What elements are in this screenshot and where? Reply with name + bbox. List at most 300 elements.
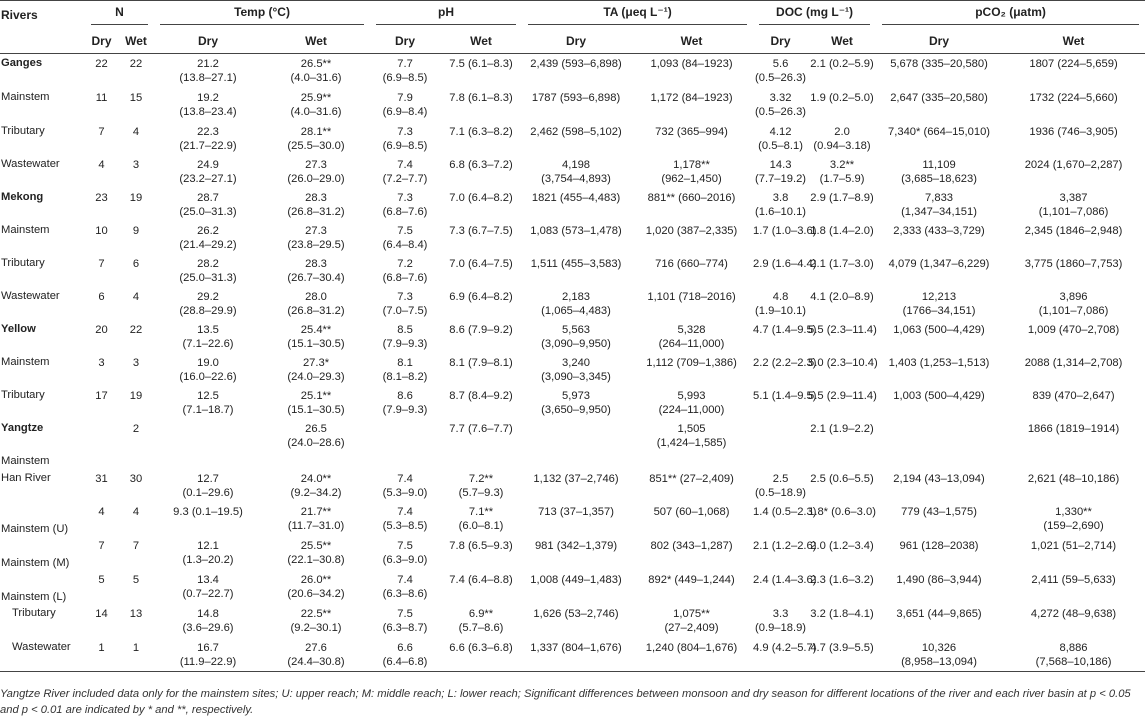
table-cell — [154, 452, 262, 469]
table-cell — [440, 155, 522, 188]
cell-line: 2.4 (1.4–3.6) — [753, 573, 817, 586]
cell-line: 5.0 (2.3–10.4) — [808, 356, 878, 369]
cell-line: (11.9–22.9) — [179, 655, 237, 668]
cell-line: 2.1 (1.9–2.2) — [810, 422, 874, 435]
table-cell — [522, 469, 630, 502]
row-label: Han River — [1, 471, 51, 484]
table-cell — [522, 54, 630, 88]
row-label: Yellow — [1, 322, 36, 335]
cell-line: 22.3 — [197, 125, 219, 138]
table-cell — [440, 353, 522, 386]
table-cell — [154, 386, 262, 419]
table-cell — [876, 570, 1002, 604]
table-cell — [262, 386, 370, 419]
table-cell — [440, 221, 522, 254]
cell-line: 2,411 (59–5,633) — [1031, 573, 1116, 586]
table-row — [0, 502, 1145, 536]
table-cell — [808, 469, 876, 502]
cell-line: 7.4 — [397, 573, 413, 586]
table-cell — [753, 122, 808, 155]
cell-line: 29.2 — [197, 290, 219, 303]
cell-line: 1 — [132, 641, 140, 654]
cell-line: 1,020 (387–2,335) — [645, 224, 738, 237]
table-cell — [630, 88, 753, 122]
cell-line: 892* (449–1,244) — [648, 573, 735, 586]
cell-line: 1,008 (449–1,483) — [530, 573, 622, 586]
table-cell — [630, 188, 753, 221]
table-cell — [440, 122, 522, 155]
cell-line: (159–2,690) — [1043, 519, 1104, 532]
cell-line: (6.4–8.4) — [382, 238, 428, 251]
table-cell — [808, 88, 876, 122]
cell-line: (7.9–9.3) — [382, 337, 428, 350]
table-cell — [876, 54, 1002, 88]
table-cell — [630, 353, 753, 386]
cell-line: (8,958–13,094) — [901, 655, 977, 668]
table-cell — [440, 604, 522, 638]
cell-line: 5,328 — [677, 323, 706, 336]
cell-line: (6.9–8.4) — [382, 105, 428, 118]
cell-line: 4.7 (3.9–5.5) — [810, 641, 874, 654]
table-cell — [262, 452, 370, 469]
table-cell — [262, 419, 370, 452]
cell-line: 12.5 — [197, 389, 219, 402]
cell-line: 28.0 — [305, 290, 327, 303]
cell-line: (6.8–7.6) — [382, 205, 428, 218]
cell-line: (6.9–8.5) — [382, 72, 428, 84]
table-cell — [85, 469, 118, 502]
cell-line: 4.9 (4.2–5.7) — [753, 641, 817, 654]
cell-line: (20.6–34.2) — [287, 587, 345, 600]
table-cell — [808, 320, 876, 353]
table-cell — [262, 320, 370, 353]
cell-line: 3,387 — [1059, 191, 1088, 204]
row-label: Yangtze — [1, 421, 44, 434]
cell-line: 19 — [129, 191, 143, 204]
table-cell — [370, 188, 440, 221]
row-label: Tributary — [1, 124, 45, 137]
cell-line: 3,775 (1860–7,753) — [1024, 257, 1123, 270]
table-cell — [808, 188, 876, 221]
cell-line: 4.7 (1.4–9.5) — [753, 323, 817, 336]
cell-line: (7.0–7.5) — [382, 304, 428, 317]
cell-line: 7.4 — [397, 505, 413, 518]
cell-line: 7.1 (6.3–8.2) — [449, 125, 513, 138]
subheader-cell: Dry — [876, 28, 1002, 54]
table-cell — [630, 469, 753, 502]
table-cell — [522, 320, 630, 353]
cell-line: 28.3 — [305, 191, 327, 204]
table-cell — [85, 188, 118, 221]
table-cell — [1002, 469, 1145, 502]
table-cell — [370, 320, 440, 353]
table-cell — [85, 287, 118, 320]
cell-line: 1,626 (53–2,746) — [533, 607, 619, 620]
cell-line: 22 — [129, 323, 143, 336]
table-cell — [370, 536, 440, 570]
table-cell — [753, 353, 817, 386]
table-cell — [876, 122, 1002, 155]
cell-line: (22.1–30.8) — [287, 553, 345, 566]
cell-line: 31 — [95, 472, 108, 485]
cell-line: 27.3* — [302, 356, 330, 369]
cell-line: 7.3 (6.7–7.5) — [449, 224, 513, 237]
cell-line: 14.3 — [769, 158, 792, 171]
table-cell — [522, 88, 630, 122]
table-cell — [522, 155, 630, 188]
table-cell — [753, 221, 817, 254]
table-cell — [154, 502, 262, 536]
subheader-cell: Dry — [753, 28, 808, 54]
cell-line: 4 — [98, 158, 105, 171]
table-cell — [876, 254, 1002, 287]
cell-line: 3.32 — [769, 91, 792, 104]
row-label: Mainstem — [1, 90, 50, 103]
table-cell — [118, 88, 154, 122]
table-cell — [262, 469, 370, 502]
table-cell — [808, 122, 876, 155]
cell-line: (6.3–8.6) — [382, 587, 428, 600]
cell-line: 22 — [129, 58, 143, 70]
table-cell — [808, 536, 876, 570]
table-cell — [118, 320, 154, 353]
table-cell — [522, 188, 630, 221]
table-cell — [85, 604, 118, 638]
table-cell — [522, 122, 630, 155]
table-cell — [85, 386, 118, 419]
table-cell — [1002, 287, 1145, 320]
cell-line: 25.4** — [300, 323, 332, 336]
table-row — [0, 536, 1145, 570]
cell-line: 7.1** — [468, 505, 494, 518]
cell-line: 21.7** — [300, 505, 332, 518]
cell-line: (1,101–7,086) — [1038, 304, 1109, 317]
cell-line: 8.6 (7.9–9.2) — [449, 323, 513, 336]
cell-line: 2,647 (335–20,580) — [890, 91, 988, 104]
cell-line: 28.3 — [305, 257, 327, 270]
cell-line: 24.9 — [197, 158, 219, 171]
table-cell — [753, 604, 808, 638]
cell-line: 7,833 — [925, 191, 954, 204]
cell-line: 16.7 — [197, 641, 219, 654]
cell-line: 1,132 (37–2,746) — [533, 472, 619, 485]
cell-line: 839 (470–2,647) — [1032, 389, 1115, 402]
cell-line: (3,090–9,950) — [541, 337, 611, 350]
table-cell — [440, 54, 522, 88]
cell-line: 8.1 (7.9–8.1) — [449, 356, 513, 369]
cell-line: (7.9–9.3) — [382, 403, 428, 416]
table-cell — [440, 469, 522, 502]
cell-line: 7.3 — [397, 125, 413, 138]
cell-line: 5.5 (2.3–11.4) — [808, 323, 877, 336]
table-row — [0, 122, 1145, 155]
cell-line: 2,183 — [562, 290, 591, 303]
cell-line: 11 — [95, 91, 108, 104]
table-cell — [262, 604, 370, 638]
subheader-cell: Wet — [262, 28, 370, 54]
table-cell — [370, 155, 440, 188]
cell-line: (1.6–10.1) — [755, 205, 807, 218]
cell-line: 8.7 (8.4–9.2) — [449, 389, 513, 402]
table-cell — [154, 638, 262, 672]
cell-line: 3 — [132, 158, 140, 171]
cell-line: (1.3–20.2) — [182, 553, 234, 566]
table-cell — [808, 419, 876, 452]
table-cell — [522, 502, 630, 536]
table-cell — [1002, 155, 1145, 188]
cell-line: (26.8–31.2) — [287, 205, 345, 218]
table-cell — [808, 54, 876, 88]
table-row — [0, 638, 1145, 672]
cell-line: 26.5** — [300, 58, 332, 70]
table-cell — [154, 320, 262, 353]
table-cell — [85, 54, 118, 88]
table-cell — [630, 502, 753, 536]
cell-line: 4.12 — [769, 125, 792, 138]
cell-line: 20 — [95, 323, 108, 336]
table-cell — [118, 469, 154, 502]
cell-line: 3.2** — [829, 158, 855, 171]
cell-line: 8,886 — [1059, 641, 1088, 654]
table-cell — [1002, 54, 1145, 88]
cell-line: (4.0–31.6) — [290, 105, 342, 118]
table-cell — [630, 320, 753, 353]
table-row — [0, 386, 1145, 419]
cell-line: 5 — [98, 573, 105, 586]
cell-line: 2024 (1,670–2,287) — [1024, 158, 1123, 171]
table-cell — [630, 419, 753, 452]
cell-line: 28.2 — [197, 257, 219, 270]
cell-line: 4 — [98, 505, 105, 518]
cell-line: 3 — [132, 356, 140, 369]
header-blank — [0, 28, 85, 54]
table-cell — [808, 452, 876, 469]
cell-line: 9 — [132, 224, 140, 237]
table-cell — [262, 287, 370, 320]
table-cell — [154, 54, 262, 88]
cell-line: (0.5–18.9) — [755, 486, 807, 499]
cell-line: 4,079 (1,347–6,229) — [888, 257, 990, 270]
table-cell — [262, 88, 370, 122]
table-cell — [440, 502, 522, 536]
header-n: N — [85, 1, 154, 29]
cell-line: (3,754–4,893) — [541, 172, 611, 185]
cell-line: 2.1 (1.7–3.0) — [810, 257, 874, 270]
table-cell — [85, 638, 118, 672]
row-label: Wastewater — [1, 157, 60, 170]
table-cell — [85, 419, 118, 452]
subheader-cell: Wet — [118, 28, 154, 54]
cell-line: (24.0–29.3) — [287, 370, 345, 383]
table-cell — [85, 320, 118, 353]
table-cell — [262, 221, 370, 254]
table-cell — [522, 254, 630, 287]
cell-line: 7.5 (6.1–8.3) — [449, 58, 513, 70]
row-label: Tributary — [1, 388, 45, 401]
cell-line: 1,075** — [673, 607, 710, 620]
table-cell — [85, 122, 118, 155]
table-cell — [154, 221, 262, 254]
table-row — [0, 221, 1145, 254]
cell-line: (21.4–29.2) — [179, 238, 237, 251]
cell-line: 2,462 (598–5,102) — [530, 125, 622, 138]
table-cell — [1002, 320, 1145, 353]
cell-line: 7.5 — [397, 539, 413, 552]
cell-line: 1787 (593–6,898) — [531, 91, 621, 104]
table-cell — [154, 254, 262, 287]
cell-line: 1866 (1819–1914) — [1027, 422, 1120, 435]
subheader-cell: Dry — [85, 28, 118, 54]
cell-line: 27.6 — [305, 641, 327, 654]
table-cell — [1002, 254, 1145, 287]
cell-line: 27.3 — [305, 224, 327, 237]
table-cell — [370, 570, 440, 604]
table-cell — [753, 320, 817, 353]
cell-line: (11.7–31.0) — [287, 519, 345, 532]
table-cell — [876, 469, 1002, 502]
table-cell — [808, 638, 876, 672]
table-row — [0, 469, 1145, 502]
cell-line: 7.2** — [468, 472, 494, 485]
cell-line: 1.8 (1.4–2.0) — [810, 224, 874, 237]
cell-line: 1821 (455–4,483) — [531, 191, 621, 204]
table-row — [0, 353, 1145, 386]
table-cell — [440, 320, 522, 353]
table-cell — [370, 88, 440, 122]
cell-line: 1.4 (0.5–2.3) — [753, 505, 817, 518]
cell-line: 7.8 (6.1–8.3) — [449, 91, 513, 104]
cell-line: (25.0–31.3) — [179, 271, 237, 284]
table-cell — [85, 452, 118, 469]
cell-line: 10 — [95, 224, 108, 237]
cell-line: 11,109 — [922, 158, 956, 171]
cell-line: 5,973 — [562, 389, 591, 402]
cell-line: 2.5 (0.6–5.5) — [810, 472, 874, 485]
table-row — [0, 604, 1145, 638]
cell-line: 5,563 — [562, 323, 591, 336]
table-cell — [440, 88, 522, 122]
row-label: Ganges — [1, 57, 43, 69]
cell-line: 507 (60–1,068) — [653, 505, 730, 518]
table-cell — [808, 287, 876, 320]
cell-line: 28.7 — [197, 191, 219, 204]
table-cell — [808, 604, 876, 638]
cell-line: 2.0 (1.2–3.4) — [810, 539, 874, 552]
cell-line: 2,333 (433–3,729) — [893, 224, 985, 237]
table-cell — [753, 536, 817, 570]
table-cell — [1002, 221, 1145, 254]
cell-line: (8.1–8.2) — [382, 370, 428, 383]
subheader-cell: Wet — [440, 28, 522, 54]
table-cell — [118, 155, 154, 188]
cell-line: 1,240 (804–1,676) — [645, 641, 738, 654]
table-cell — [522, 353, 630, 386]
cell-line: 3,240 — [562, 356, 591, 369]
cell-line: 14 — [95, 607, 108, 620]
table-cell — [370, 287, 440, 320]
cell-line: 7.5 — [397, 607, 413, 620]
cell-line: (9.2–34.2) — [290, 486, 342, 499]
table-cell — [876, 353, 1002, 386]
cell-line: (26.0–29.0) — [287, 172, 345, 185]
table-cell — [808, 502, 876, 536]
cell-line: (3,650–9,950) — [541, 403, 611, 416]
cell-line: 713 (37–1,357) — [538, 505, 614, 518]
table-cell — [876, 287, 1002, 320]
header-row-groups — [0, 1, 1145, 29]
cell-line: (7.2–7.7) — [382, 172, 428, 185]
table-cell — [370, 469, 440, 502]
cell-line: (5.7–9.3) — [458, 486, 504, 499]
cell-line: (1,347–34,151) — [901, 205, 977, 218]
table-cell — [85, 570, 118, 604]
cell-line: 7.4 — [397, 472, 413, 485]
row-label: Mainstem (U) — [1, 522, 69, 535]
cell-line: (7.1–18.7) — [182, 403, 234, 416]
table-cell — [1002, 419, 1145, 452]
cell-line: (0.5–8.1) — [758, 139, 803, 152]
cell-line: 26.2 — [197, 224, 219, 237]
cell-line: 716 (660–774) — [655, 257, 728, 270]
cell-line: 5,993 — [677, 389, 706, 402]
table-cell — [630, 604, 753, 638]
cell-line: 1732 (224–5,660) — [1029, 91, 1118, 104]
cell-line: 25.1** — [300, 389, 332, 402]
table-row — [0, 570, 1145, 604]
cell-line: 7.3 — [397, 191, 413, 204]
cell-line: 4.8 — [772, 290, 789, 303]
cell-line: 1,112 (709–1,386) — [646, 356, 737, 369]
table-cell — [154, 88, 262, 122]
table-cell — [1002, 536, 1145, 570]
table-cell — [154, 469, 262, 502]
subheader-cell: Wet — [1002, 28, 1145, 54]
cell-line: 2.5 — [772, 472, 789, 485]
table-cell — [370, 221, 440, 254]
table-cell — [85, 254, 118, 287]
table-cell — [753, 287, 808, 320]
cell-line: 3,896 — [1059, 290, 1088, 303]
cell-line: (0.5–26.3) — [755, 72, 807, 84]
table-cell — [753, 469, 808, 502]
table-cell — [154, 353, 262, 386]
table-cell — [154, 155, 262, 188]
subheader-cell: Dry — [154, 28, 262, 54]
cell-line: 22.5** — [300, 607, 332, 620]
table-cell — [522, 570, 630, 604]
table-cell — [522, 536, 630, 570]
table-cell — [876, 419, 1002, 452]
cell-line: 1,003 (500–4,429) — [893, 389, 985, 402]
cell-line: 1,063 (500–4,429) — [893, 323, 985, 336]
header-doc: DOC (mg L⁻¹) — [753, 1, 876, 29]
table-cell — [118, 570, 154, 604]
cell-line: 732 (365–994) — [655, 125, 728, 138]
table-row — [0, 54, 1145, 88]
cell-line: 1.8* (0.6–3.0) — [808, 505, 876, 518]
cell-line: (9.2–30.1) — [290, 621, 342, 634]
cell-line: (3,685–18,623) — [901, 172, 977, 185]
cell-line: 2,621 (48–10,186) — [1027, 472, 1120, 485]
cell-line: (13.8–27.1) — [179, 72, 237, 84]
cell-line: (26.8–31.2) — [287, 304, 345, 317]
header-row-seasons — [0, 28, 1145, 54]
table-cell — [1002, 122, 1145, 155]
header-rivers: Rivers — [0, 1, 85, 29]
cell-line: (5.3–8.5) — [382, 519, 428, 532]
cell-line: 2.3 (1.6–3.2) — [810, 573, 874, 586]
cell-line: 9.3 (0.1–19.5) — [173, 505, 243, 518]
